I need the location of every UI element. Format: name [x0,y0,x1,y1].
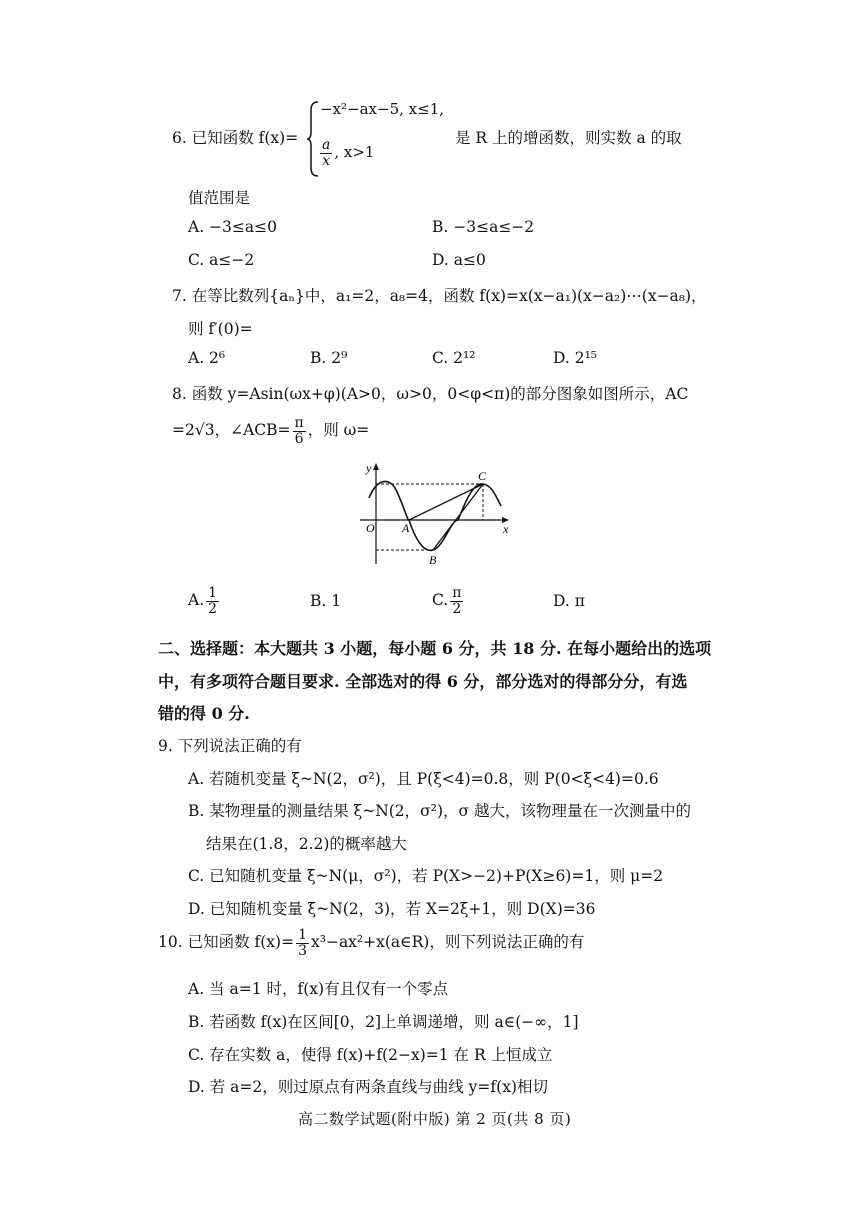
section2-line1: 二、选择题：本大题共 3 小题，每小题 6 分，共 18 分. 在每小题给出的选项 [158,639,712,658]
page-footer: 高二数学试题(附中版) 第 2 页(共 8 页) [298,1110,572,1128]
label-y: y [366,461,372,475]
q8-stem-line1: 8. 函数 y=Asin(ωx+φ)(A>0，ω>0，0<φ<π)的部分图象如图所示，AC [172,385,689,403]
segment-ac [409,484,483,520]
q10-option-d: D. 若 a=2，则过原点有两条直线与曲线 y=f(x)相切 [188,1078,548,1096]
label-a: A [402,521,410,535]
q8-option-c: C. $\frac{\pi}{2}$ [432,585,462,617]
q9-option-d: D. 已知随机变量 ξ~N(2，3)，若 X=2ξ+1，则 D(X)=36 [188,900,596,918]
q10-option-b: B. 若函数 f(x)在区间[0，2]上单调递增，则 a∈(−∞，1] [188,1013,579,1031]
q8-option-a: A. $\frac{1}{2}$ [188,585,218,617]
q6-piece2: $\frac{a}{x}$ , x>1 [322,137,375,169]
q7-stem-line1: 7. 在等比数列{aₙ}中，a₁=2，a₈=4，函数 f(x)=x(x−a₁)(x−a₂)⋯(x−a₈)， [172,287,707,305]
q8-stem-line2: =2√3，∠ACB= $\frac{\pi}{6}$ ，则 ω= [172,415,370,447]
q6-piece1: −x²−ax−5, x≤1, [320,100,444,118]
q9-option-a: A. 若随机变量 ξ~N(2，σ²)，且 P(ξ<4)=0.8，则 P(0<ξ<4)=0.6 [188,770,659,788]
label-c: C [478,469,487,483]
y-axis-arrow-icon [373,463,379,470]
q7-stem-line2: 则 f′(0)= [188,320,253,338]
q7-option-c: C. 2¹² [432,349,476,367]
q6-stem-suffix: 是 R 上的增函数，则实数 a 的取 [455,129,682,147]
section2-line3: 错的得 0 分. [158,704,250,723]
q6-option-a: A. −3≤a≤0 [188,218,277,236]
q7-option-a: A. 2⁶ [188,349,226,367]
q9-option-b-line1: B. 某物理量的测量结果 ξ~N(2，σ²)，σ 越大，该物理量在一次测量中的 [188,802,692,820]
label-o: O [366,521,375,535]
q6-stem-prefix: 6. 已知函数 f(x)= [172,129,299,147]
q8-option-b: B. 1 [310,592,342,610]
q7-option-d: D. 2¹⁵ [553,349,598,367]
q10-option-a: A. 当 a=1 时，f(x)有且仅有一个零点 [188,980,449,998]
q8-option-d: D. π [553,592,585,610]
segment-bc [433,484,483,550]
q9-stem: 9. 下列说法正确的有 [158,737,302,755]
q7-option-b: B. 2⁹ [310,349,348,367]
q9-option-b-line2: 结果在(1.8，2.2)的概率越大 [206,835,407,853]
sine-curve [369,481,501,550]
q6-option-b: B. −3≤a≤−2 [432,218,535,236]
section2-line2: 中，有多项符合题目要求. 全部选对的得 6 分，部分选对的得部分分，有选 [158,672,688,691]
q6-option-d: D. a≤0 [432,251,486,269]
q6-option-c: C. a≤−2 [188,251,255,269]
sine-graph-figure [355,458,515,570]
q10-stem: 10. 已知函数 f(x)= $\frac{1}{3}$ x³−ax²+x(a∈R)，则下列说法正确的有 [158,927,585,959]
label-b: B [429,553,437,567]
q6-stem-cont: 值范围是 [188,189,251,207]
q9-option-c: C. 已知随机变量 ξ~N(μ，σ²)，若 P(X>−2)+P(X≥6)=1，则 μ=2 [188,867,664,885]
label-x: x [503,522,509,536]
q10-option-c: C. 存在实数 a，使得 f(x)+f(2−x)=1 在 R 上恒成立 [188,1046,553,1064]
